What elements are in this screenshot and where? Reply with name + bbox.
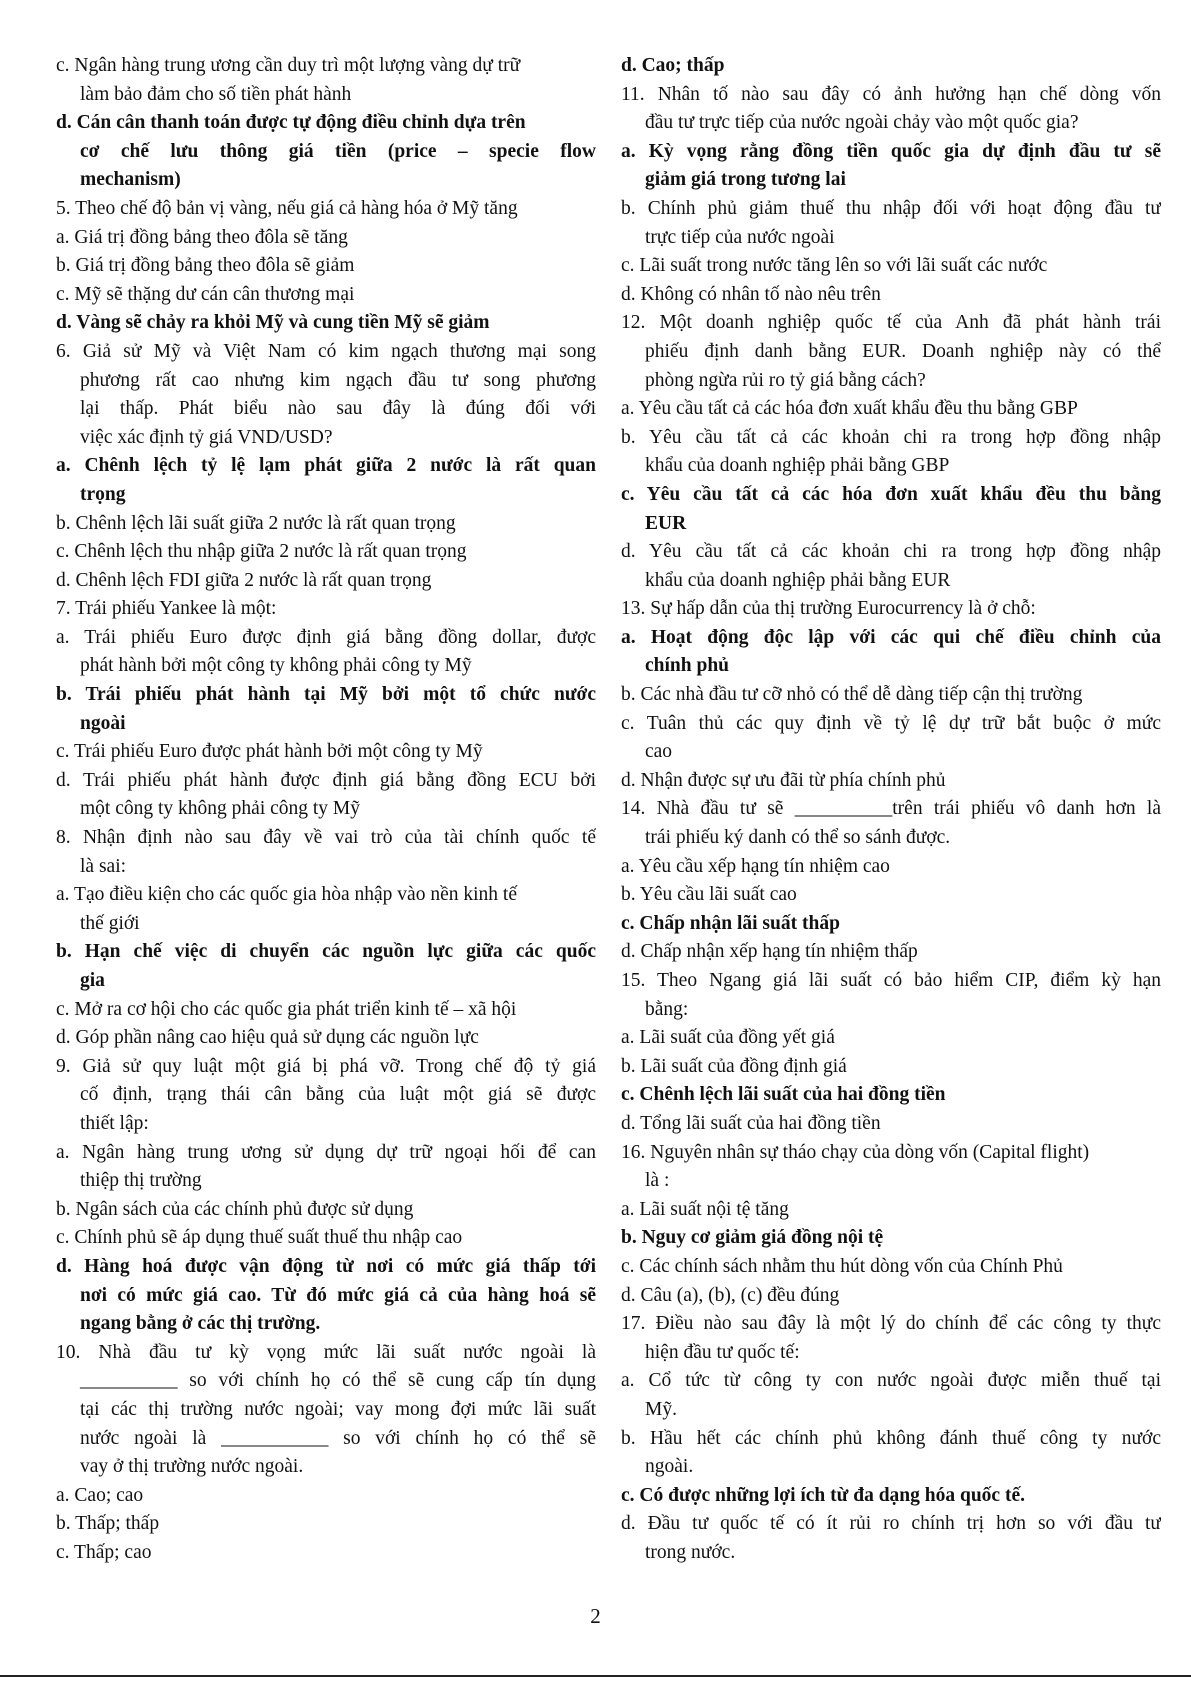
right-text-line: EUR [645,512,687,534]
right-text-line: đầu tư trực tiếp của nước ngoài chảy vào một quốc gia? [645,112,1079,134]
left-text-line: mechanism) [80,169,181,191]
left-text-line: thiệp thị trường [80,1170,202,1192]
right-text-line: a. Cổ tức từ công ty con nước ngoài được miễn thuế tại [621,1370,1161,1392]
left-text-line: nơi có mức giá cao. Từ đó mức giá cả của hàng hoá sẽ [80,1284,596,1306]
right-text-line: a. Kỳ vọng rằng đồng tiền quốc gia dự định đầu tư sẽ [621,140,1161,162]
left-text-line: phương rất cao nhưng kim ngạch đầu tư song phương [80,369,596,391]
right-text-line: a. Lãi suất của đồng yết giá [621,1027,835,1049]
left-text-line: phát hành bởi một công ty không phải công ty Mỹ [80,655,472,677]
right-text-line: d. Câu (a), (b), (c) đều đúng [621,1284,840,1306]
left-text-line: a. Giá trị đồng bảng theo đôla sẽ tăng [56,226,348,248]
right-text-line: d. Nhận được sự ưu đãi từ phía chính phủ [621,769,946,791]
left-text-line: d. Góp phần nâng cao hiệu quả sử dụng các nguồn lực [56,1027,479,1049]
left-text-line: c. Trái phiếu Euro được phát hành bởi một công ty Mỹ [56,741,483,763]
left-text-line: một công ty không phải công ty Mỹ [80,798,361,820]
left-column [56,52,596,1567]
left-text-line: 9. Giả sử quy luật một giá bị phá vỡ. Trong chế độ tỷ giá [56,1055,596,1077]
right-text-line: Mỹ. [645,1398,677,1420]
left-text-line: a. Trái phiếu Euro được định giá bằng đồng dollar, được [56,626,596,648]
left-text-line: a. Ngân hàng trung ương sử dụng dự trữ ngoại hối để can [56,1141,596,1163]
right-text-line: ngoài. [645,1456,694,1478]
right-text-line: 17. Điều nào sau đây là một lý do chính để các công ty thực [621,1313,1161,1335]
left-text-line: d. Trái phiếu phát hành được định giá bằng đồng ECU bởi [56,769,596,791]
right-text-line: khẩu của doanh nghiệp phải bằng GBP [645,455,950,477]
page-number: 2 [590,1604,601,1628]
right-text-line: b. Hầu hết các chính phủ không đánh thuế công ty nước [621,1427,1161,1449]
left-text-line: b. Hạn chế việc di chuyển các nguồn lực giữa các quốc [56,941,596,963]
left-text-line: làm bảo đảm cho số tiền phát hành [80,83,352,105]
right-text-line: d. Đầu tư quốc tế có ít rủi ro chính trị hơn so với đầu tư [621,1513,1161,1535]
left-text-line: là sai: [80,855,127,877]
right-text-line: b. Yêu cầu lãi suất cao [621,884,797,906]
right-column [621,52,1161,1567]
left-text-line: thế giới [80,912,140,934]
right-text-line: là : [645,1170,670,1192]
left-text-line: c. Mở ra cơ hội cho các quốc gia phát triển kinh tế – xã hội [56,998,517,1020]
left-text-line: ngang bằng ở các thị trường. [80,1313,321,1335]
right-text-line: cao [645,741,673,763]
left-text-line: lại thấp. Phát biểu nào sau đây là đúng đối với [80,398,596,420]
left-text-line: cố định, trạng thái cân bằng của luật một giá sẽ được [80,1084,596,1106]
right-text-line: c. Lãi suất trong nước tăng lên so với lãi suất các nước [621,255,1048,277]
right-text-line: trái phiếu ký danh có thể so sánh được. [645,827,951,849]
right-text-line: c. Chấp nhận lãi suất thấp [621,912,840,934]
left-text-line: b. Thấp; thấp [56,1513,160,1535]
right-text-line: d. Cao; thấp [621,55,725,76]
left-text-line: trọng [80,483,126,505]
left-text-line: c. Thấp; cao [56,1541,152,1563]
left-text-line: 7. Trái phiếu Yankee là một: [56,598,277,620]
right-text-line: trực tiếp của nước ngoài [645,226,835,248]
left-text-line: 8. Nhận định nào sau đây về vai trò của tài chính quốc tế [56,827,596,849]
left-text-line: thiết lập: [80,1112,149,1134]
right-text-line: chính phủ [645,655,730,677]
right-text-line: c. Yêu cầu tất cả các hóa đơn xuất khẩu đều thu bằng [621,483,1161,505]
left-text-line: nước ngoài là ___________ so với chính họ có thể sẽ [80,1427,596,1449]
right-text-line: c. Chênh lệch lãi suất của hai đồng tiền [621,1084,946,1106]
right-text-line: b. Các nhà đầu tư cỡ nhỏ có thể dễ dàng tiếp cận thị trường [621,684,1083,706]
right-text-line: d. Tổng lãi suất của hai đồng tiền [621,1112,881,1134]
right-text-line: b. Chính phủ giảm thuế thu nhập đối với hoạt động đầu tư [621,197,1161,219]
right-text-line: 12. Một doanh nghiệp quốc tế của Anh đã phát hành trái [621,312,1161,334]
right-text-line: b. Lãi suất của đồng định giá [621,1055,847,1077]
left-text-line: c. Chênh lệch thu nhập giữa 2 nước là rất quan trọng [56,541,467,563]
left-text-line: b. Giá trị đồng bảng theo đôla sẽ giảm [56,255,355,277]
left-text-line: a. Chênh lệch tỷ lệ lạm phát giữa 2 nước là rất quan [56,455,596,477]
left-text-line: a. Cao; cao [56,1484,144,1506]
right-text-line: phòng ngừa rủi ro tỷ giá bằng cách? [645,369,926,391]
right-text-line: a. Hoạt động độc lập với các qui chế điều chỉnh của [621,626,1161,648]
left-text-line: c. Ngân hàng trung ương cần duy trì một lượng vàng dự trữ [56,55,521,76]
right-text-line: 14. Nhà đầu tư sẽ __________trên trái phiếu vô danh hơn là [621,798,1161,820]
left-text-line: 6. Giả sử Mỹ và Việt Nam có kim ngạch thương mại song [56,340,596,362]
left-text-line: việc xác định tỷ giá VND/USD? [80,426,333,448]
right-text-line: b. Yêu cầu tất cả các khoản chi ra trong hợp đồng nhập [621,426,1161,448]
left-text-line: d. Vàng sẽ chảy ra khỏi Mỹ và cung tiền Mỹ sẽ giảm [56,312,490,334]
right-text-line: 16. Nguyên nhân sự tháo chạy của dòng vốn (Capital flight) [621,1141,1090,1163]
right-text-line: d. Chấp nhận xếp hạng tín nhiệm thấp [621,941,918,963]
right-text-line: bằng: [645,998,689,1020]
right-text-line: c. Có được những lợi ích từ đa dạng hóa quốc tế. [621,1484,1025,1506]
left-text-line: b. Trái phiếu phát hành tại Mỹ bởi một tổ chức nước [56,684,596,706]
right-text-line: phiếu định danh bằng EUR. Doanh nghiệp này có thể [645,340,1161,362]
left-text-line: c. Chính phủ sẽ áp dụng thuế suất thuế thu nhập cao [56,1227,463,1249]
right-text-line: b. Nguy cơ giảm giá đồng nội tệ [621,1227,884,1249]
left-text-line: d. Hàng hoá được vận động từ nơi có mức giá thấp tới [56,1255,596,1277]
left-text-line: 5. Theo chế độ bản vị vàng, nếu giá cả hàng hóa ở Mỹ tăng [56,197,518,219]
right-text-line: a. Yêu cầu tất cả các hóa đơn xuất khẩu đều thu bằng GBP [621,398,1078,420]
right-text-line: c. Tuân thủ các quy định về tỷ lệ dự trữ bắt buộc ở mức [621,712,1161,734]
left-text-line: d. Cán cân thanh toán được tự động điều chỉnh dựa trên [56,112,526,134]
left-text-line: __________ so với chính họ có thể sẽ cung cấp tín dụng [80,1370,596,1392]
right-text-line: giảm giá trong tương lai [645,169,846,191]
left-text-line: c. Mỹ sẽ thặng dư cán cân thương mại [56,283,355,305]
left-text-line: a. Tạo điều kiện cho các quốc gia hòa nhập vào nền kinh tế [56,884,517,906]
left-text-line: b. Chênh lệch lãi suất giữa 2 nước là rất quan trọng [56,512,456,534]
footer-rule [0,1675,1191,1677]
right-text-line: d. Yêu cầu tất cả các khoản chi ra trong hợp đồng nhập [621,541,1161,563]
left-text-line: ngoài [80,712,126,734]
right-text-line: d. Không có nhân tố nào nêu trên [621,283,881,305]
right-text-line: trong nước. [645,1541,736,1563]
right-text-line: a. Lãi suất nội tệ tăng [621,1198,789,1220]
right-text-line: c. Các chính sách nhằm thu hút dòng vốn của Chính Phủ [621,1255,1063,1277]
left-text-line: vay ở thị trường nước ngoài. [80,1456,304,1478]
left-text-line: cơ chế lưu thông giá tiền (price – specie flow [80,140,596,162]
left-text-line: d. Chênh lệch FDI giữa 2 nước là rất quan trọng [56,569,432,591]
left-text-line: tại các thị trường nước ngoài; vay mong đợi mức lãi suất [80,1398,596,1420]
left-text-line: 10. Nhà đầu tư kỳ vọng mức lãi suất nước ngoài là [56,1341,596,1363]
right-text-line: 11. Nhân tố nào sau đây có ảnh hưởng hạn chế dòng vốn [621,83,1161,105]
right-text-line: 13. Sự hấp dẫn của thị trường Eurocurrency là ở chỗ: [621,598,1036,620]
right-text-line: a. Yêu cầu xếp hạng tín nhiệm cao [621,855,890,877]
right-text-line: 15. Theo Ngang giá lãi suất có bảo hiểm CIP, điểm kỳ hạn [621,970,1161,991]
right-text-line: hiện đầu tư quốc tế: [645,1341,800,1363]
left-text-line: b. Ngân sách của các chính phủ được sử dụng [56,1198,414,1220]
left-text-line: gia [80,970,105,991]
right-text-line: khẩu của doanh nghiệp phải bằng EUR [645,569,951,591]
